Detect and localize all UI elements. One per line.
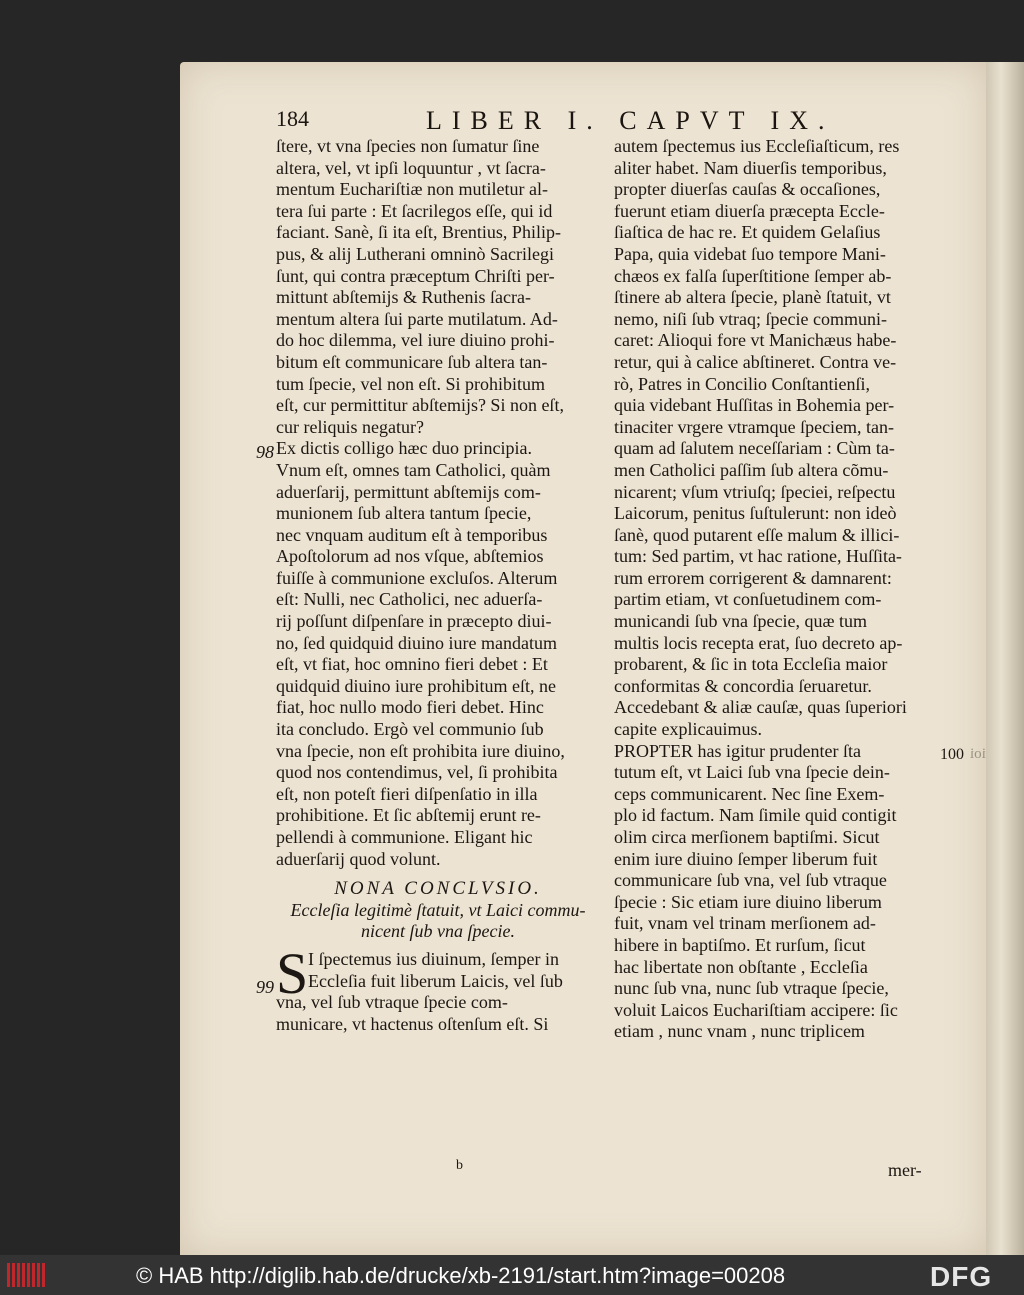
drop-capital: S [276, 940, 309, 1006]
text-line: tum: Sed partim, vt hac ratione, Huſſita- [614, 546, 902, 567]
text-line: prohibitione. Et ſic abſtemij erunt re- [276, 805, 541, 826]
text-line: rij poſſunt diſpenſare in præcepto diui- [276, 611, 552, 632]
text-line: mentum altera ſui parte mutilatum. Ad- [276, 308, 558, 329]
text-line: no, ſed quidquid diuino iure mandatum [276, 632, 557, 653]
text-line: tutum eſt, vt Laici ſub vna ſpecie dein- [614, 762, 890, 783]
text-line: altera, vel, vt ipſi loquuntur , vt ſacra- [276, 157, 546, 178]
text-line: cur reliquis negatur? [276, 416, 424, 437]
footer-bar [0, 1255, 1024, 1295]
text-line: municare, vt hactenus oſtenſum eſt. Si [276, 1013, 549, 1034]
text-line: PROPTER has igitur prudenter ſta [614, 740, 861, 761]
bleed-through-text: ioi [970, 746, 986, 762]
text-line: do hoc dilemma, vel iure diuino prohi- [276, 330, 555, 351]
text-line: men Catholici paſſim ſub altera cõmu- [614, 459, 889, 480]
text-line: Accedebant & aliæ cauſæ, quas ſuperiori [614, 697, 907, 718]
text-line: tum ſpecie, vel non eſt. Si prohibitum [276, 373, 545, 394]
margin-number-99: 99 [256, 977, 274, 997]
text-line: aduerſarij, permittunt abſtemijs com- [276, 481, 541, 502]
text-line: partim etiam, vt conſuetudinem com- [614, 589, 882, 610]
text-line: bitum eſt communicare ſub altera tan- [276, 351, 548, 372]
margin-number-100: 100 [940, 746, 964, 763]
text-line: ſtinere ab altera ſpecie, planè ſtatuit, vt [614, 287, 891, 308]
margin-number-98: 98 [256, 442, 274, 462]
text-line: etiam , nunc vnam , nunc triplicem [614, 1021, 865, 1042]
text-line: municandi ſub vna ſpecie, quæ tum [614, 611, 867, 632]
text-line: ceps communicarent. Nec ſine Exem- [614, 783, 885, 804]
text-line: ſpecie : Sic etiam iure diuino liberum [614, 891, 882, 912]
text-line: quidquid diuino iure prohibitum eſt, ne [276, 675, 556, 696]
catchword: mer- [888, 1160, 922, 1180]
text-line: conformitas & concordia ſeruaretur. [614, 675, 872, 696]
footer-copyright-link[interactable]: © HAB http://diglib.hab.de/drucke/xb-2191/start.htm?image=00208 [136, 1263, 786, 1288]
text-line: quia videbant Huſſitas in Bohemia per- [614, 395, 895, 416]
book-page [180, 62, 986, 1255]
text-line: probarent, & ſic in tota Eccleſia maior [614, 654, 888, 675]
text-line: nemo, niſi ſub vtraq; ſpecie communi- [614, 308, 887, 329]
text-line: hibere in baptiſmo. Et rurſum, ſicut [614, 934, 866, 955]
text-line: eſt: Nulli, nec Catholici, nec aduerſa- [276, 589, 543, 610]
page-header [276, 106, 966, 136]
text-line: aliter habet. Nam diuerſis temporibus, [614, 157, 887, 178]
text-line: propter diuerſas cauſas & occaſiones, [614, 179, 881, 200]
dfg-logo: DFG [930, 1261, 993, 1292]
text-line: olim circa merſionem baptiſmi. Sicut [614, 827, 880, 847]
text-line: rò, Patres in Concilio Conſtantienſi, [614, 373, 870, 394]
signature-mark: b [456, 1158, 463, 1173]
conclusion-subtitle-line: nicent ſub vna ſpecie. [361, 921, 515, 942]
text-line: Eccleſia fuit liberum Laicis, vel ſub [308, 970, 563, 991]
text-line: capite explicauimus. [614, 719, 762, 740]
text-line: nicarent; vſum vtriuſq; ſpeciei, reſpectu [614, 481, 896, 502]
conclusion-title: NONA CONCLVSIO. [334, 878, 542, 900]
text-line: voluit Laicos Euchariſtiam accipere: ſic [614, 999, 898, 1020]
text-line: vna ſpecie, non eſt prohibita iure diuino, [276, 740, 565, 761]
text-line: faciant. Sanè, ſi ita eſt, Brentius, Philip- [276, 222, 561, 243]
text-line: ſunt, qui contra præceptum Chriſti per- [276, 265, 555, 286]
paragraph-with-dropcap [276, 940, 600, 1035]
text-line: fuerunt etiam diuerſa præcepta Eccle- [614, 200, 885, 221]
text-line: quam ad ſalutem neceſſariam : Cùm ta- [614, 438, 895, 459]
text-line: ſtere, vt vna ſpecies non ſumatur ſine [276, 136, 540, 156]
text-line: communicare ſub vna, vel ſub vtraque [614, 870, 887, 891]
running-head: LIBER I. CAPVT IX. [426, 106, 835, 135]
text-line: pellendi à communione. Eligant hic [276, 827, 533, 847]
text-line: pus, & alij Lutherani omninò Sacrilegi [276, 243, 554, 264]
right-column [614, 136, 938, 1043]
text-line: aduerſarij quod volunt. [276, 848, 441, 869]
spacer [276, 870, 600, 878]
text-line: Papa, quia videbat ſuo tempore Mani- [614, 243, 886, 264]
text-line: eſt, non poteſt fieri diſpenſatio in illa [276, 783, 538, 804]
facing-page-edge [986, 62, 1024, 1255]
text-line: vna, vel ſub vtraque ſpecie com- [276, 992, 508, 1013]
text-line: mittunt abſtemijs & Ruthenis ſacra- [276, 287, 531, 308]
left-column [276, 136, 600, 1035]
text-line: Ex dictis colligo hæc duo principia. [276, 438, 532, 459]
text-line: ita concludo. Ergò vel communio ſub [276, 719, 544, 740]
text-line: retur, qui à calice abſtineret. Contra ve- [614, 351, 897, 372]
text-line: rum errorem corrigerent & damnarent: [614, 567, 892, 588]
text-line: ſanè, quod putarent eſſe malum & illici- [614, 524, 900, 545]
text-line: tera ſui parte : Et ſacrilegos eſſe, qui id [276, 200, 553, 221]
text-line: fuit, vnam vel trinam merſionem ad- [614, 913, 876, 934]
text-line: multis locis recepta erat, ſuo decreto ap- [614, 632, 903, 653]
text-line: hac libertate non obſtante , Eccleſia [614, 956, 868, 977]
text-line: chæos ex falſa ſuperſtitione ſemper ab- [614, 265, 892, 286]
text-line: Laicorum, penitus ſuſtulerunt: non ideò [614, 503, 897, 524]
conclusion-subtitle-line: Eccleſia legitimè ſtatuit, vt Laici commu- [290, 899, 586, 920]
text-line: eſt, vt fiat, hoc omnino fieri debet : Et [276, 654, 548, 675]
text-line: nunc ſub vna, nunc ſub vtraque ſpecie, [614, 978, 889, 999]
text-line: plo id factum. Nam ſimile quid contigit [614, 805, 897, 826]
text-line: Apoſtolorum ad nos vſque, abſtemios [276, 546, 544, 567]
text-line: caret: Alioqui fore vt Manichæus habe- [614, 330, 897, 351]
text-line: ſiaſtica de hac re. Et quidem Gelaſius [614, 222, 881, 243]
page-number: 184 [276, 106, 309, 131]
text-line: munionem ſub altera tantum ſpecie, [276, 503, 532, 524]
text-line: fiat, hoc nullo modo fieri debet. Hinc [276, 697, 544, 718]
text-line: nec vnquam auditum eſt à temporibus [276, 524, 548, 545]
text-line: quod nos contendimus, vel, ſi prohibita [276, 762, 558, 783]
text-line: autem ſpectemus ius Eccleſiaſticum, res [614, 136, 900, 156]
text-line: eſt, cur permittitur abſtemijs? Si non eſt, [276, 395, 564, 416]
text-line: enim iure diuino ſemper liberum fuit [614, 848, 878, 869]
text-line: I ſpectemus ius diuinum, ſemper in [308, 948, 559, 969]
text-line: Vnum eſt, omnes tam Catholici, quàm [276, 459, 551, 480]
text-line: tinaciter vrgere vtramque ſpeciem, tan- [614, 416, 895, 437]
text-line: fuiſſe à communione excluſos. Alterum [276, 567, 558, 588]
hab-logo-icon [6, 1261, 46, 1289]
text-line: mentum Euchariſtiæ non mutiletur al- [276, 179, 548, 200]
